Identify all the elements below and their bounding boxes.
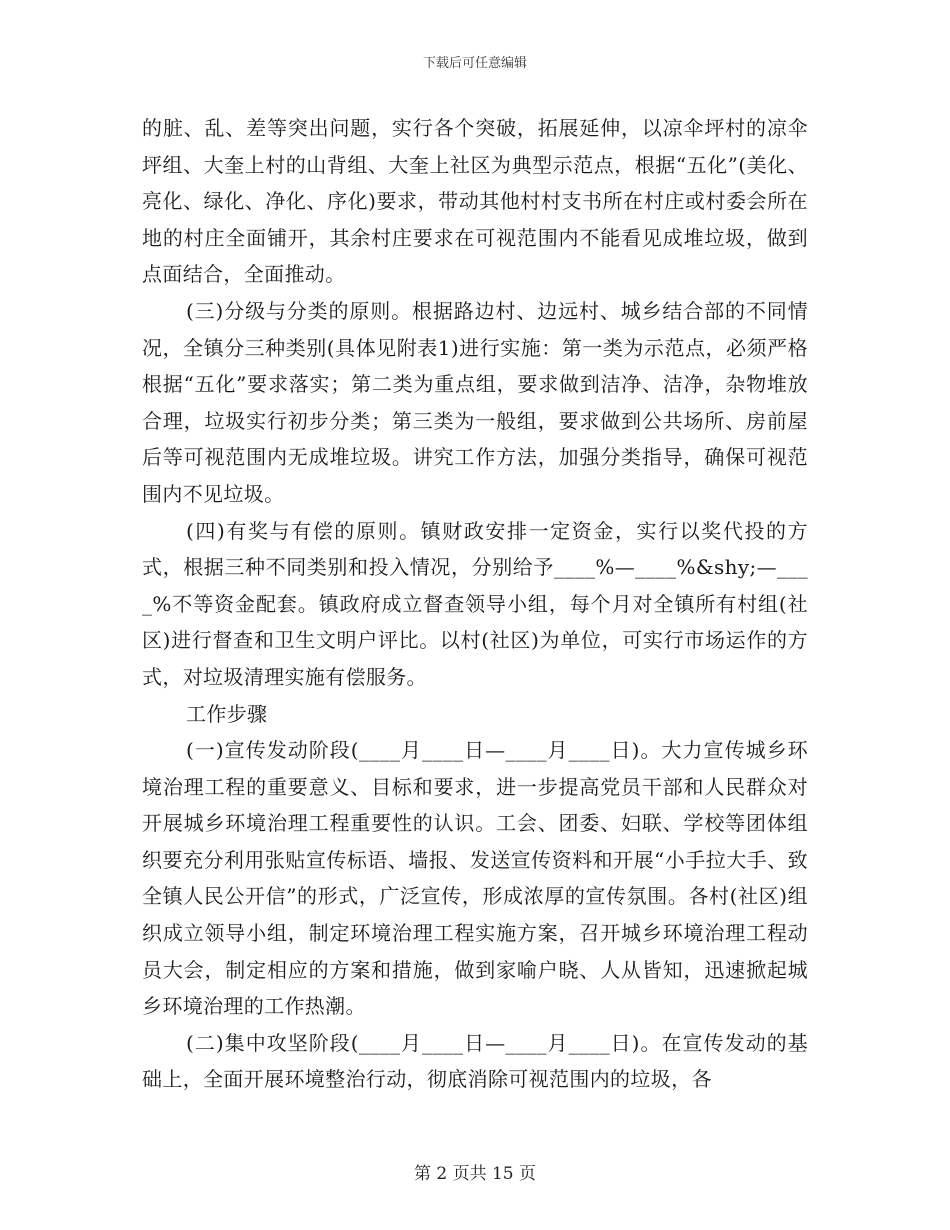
paragraph-step-1: (一)宣传发动阶段(____月____日—____月____日)。大力宣传城乡环境治理工程的重要意义、目标和要求，进一步提高党员干部和人民群众对开展城乡环境治理工程重要性的认识。工会、团委、妇联、学校等团体组织要充分利用张贴宣传标语、墙报、发送宣传资料和开展“小手拉大手、致全镇人民公开信”的形式，广泛宣传，形成浓厚的宣传氛围。各村(社区)组织成立领导小组，制定环境治理工程实施方案，召开城乡环境治理工程动员大会，制定相应的方案和措施，做到家喻户晓、人从皆知，迅速掀起城乡环境治理的工作热潮。 (142, 738, 808, 1019)
paragraph-principle-4: (四)有奖与有偿的原则。镇财政安排一定资金，实行以奖代投的方式，根据三种不同类别和投入情况，分别给予____%—____%&shy;—____%不等资金配套。镇政府成立督查领导小组，每个月对全镇所有村组(社区)进行督查和卫生文明户评比。以村(社区)为单位，可实行市场运作的方式，对垃圾清理实施有偿服务。 (142, 518, 808, 689)
paragraph-continuation: 的脏、乱、差等突出问题，实行各个突破，拓展延伸，以凉伞坪村的凉伞坪组、大奎上村的山背组、大奎上社区为典型示范点，根据“五化”(美化、亮化、绿化、净化、序化)要求，带动其他村村支书所在村庄或村委会所在地的村庄全面铺开，其余村庄要求在可视范围内不能看见成堆垃圾，做到点面结合，全面推动。 (142, 116, 808, 287)
page-number: 第 2 页共 15 页 (413, 1164, 537, 1184)
section-heading-work-steps: 工作步骤 (186, 701, 268, 726)
paragraph-step-2: (二)集中攻坚阶段(____月____日—____月____日)。在宣传发动的基础上，全面开展环境整治行动，彻底消除可视范围内的垃圾，各 (142, 1030, 808, 1092)
document-body (142, 110, 808, 1098)
paragraph-principle-3: (三)分级与分类的原则。根据路边村、边远村、城乡结合部的不同情况，全镇分三种类别(具体见附表1)进行实施：第一类为示范点，必须严格根据“五化”要求落实；第二类为重点组，要求做到洁净、洁净，杂物堆放合理，垃圾实行初步分类；第三类为一般组，要求做到公共场所、房前屋后等可视范围内无成堆垃圾。讲究工作方法，加强分类指导，确保可视范围内不见垃圾。 (142, 298, 808, 506)
header-note: 下载后可任意编辑 (422, 56, 527, 71)
